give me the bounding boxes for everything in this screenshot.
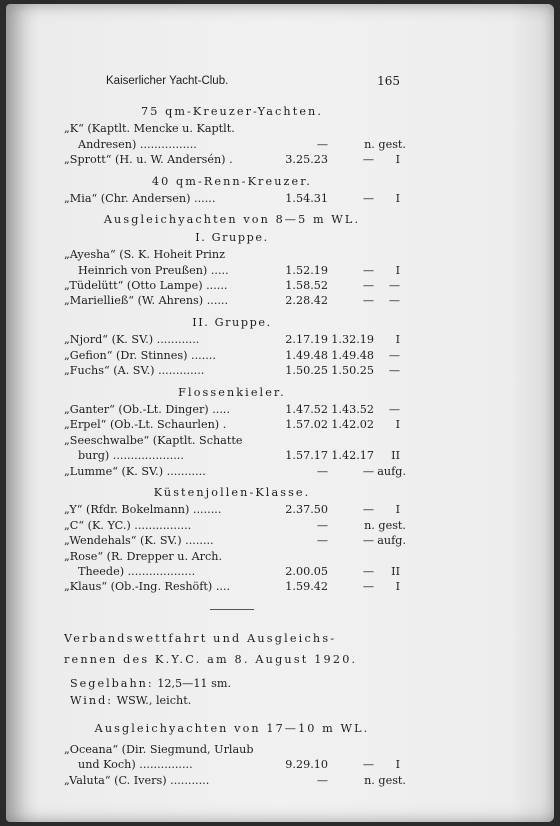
placing: I [395, 503, 400, 517]
entry-name: „Tüdelütt“ (Otto Lampe) ...... [64, 279, 228, 293]
section-heading: Küstenjollen-Klasse. [153, 485, 311, 499]
elapsed-time: — [316, 464, 328, 478]
entry-name-continued: burg) .................... [78, 449, 184, 463]
group-heading: II. Gruppe. [192, 315, 272, 329]
elapsed-time: 1.57.17 [285, 449, 328, 463]
elapsed-time: — [316, 773, 328, 787]
placing: — [388, 348, 400, 362]
result-entry [64, 518, 406, 533]
section-heading: Ausgleichyachten von 8—5 m WL. [103, 213, 361, 227]
result-entry [64, 278, 400, 293]
result-entry [64, 402, 400, 417]
placing: — [388, 364, 400, 378]
placing: I [395, 580, 400, 594]
corrected-time: — [362, 294, 374, 308]
result-entry [64, 152, 400, 167]
entry-name: „Ayesha“ (S. K. Hoheit Prinz [64, 248, 225, 262]
entry-name-continued: Andresen) ................ [78, 137, 197, 151]
placing: n. gest. [364, 137, 406, 151]
entry-name: „Fuchs“ (A. SV.) ............. [64, 364, 205, 378]
entry-name: „Gefion“ (Dr. Stinnes) ....... [64, 348, 216, 362]
entry-name: „Rose“ (R. Drepper u. Arch. [64, 549, 223, 563]
elapsed-time: 1.47.52 [285, 402, 328, 416]
placing: — [388, 294, 400, 308]
placing: I [395, 418, 400, 432]
course-label: Segelbahn: [70, 676, 154, 690]
corrected-time: — [362, 758, 374, 772]
result-entry [64, 363, 400, 378]
elapsed-time: 3.25.23 [285, 153, 328, 167]
race-title [64, 628, 400, 670]
page-header [64, 74, 400, 94]
corrected-time: — [362, 192, 374, 206]
result-entry [64, 742, 400, 773]
corrected-time: — [362, 580, 374, 594]
entry-name: „Sprott“ (H. u. W. Andersén) . [64, 153, 233, 167]
elapsed-time: 2.17.19 [285, 333, 328, 347]
race-title-line: rennen des K.Y.C. am 8. August 1920. [64, 652, 358, 666]
elapsed-time: 2.28.42 [285, 294, 328, 308]
entry-name: „Njord“ (K. SV.) ............ [64, 333, 200, 347]
elapsed-time: — [316, 137, 328, 151]
page-content [64, 74, 406, 788]
corrected-time: — [362, 503, 374, 517]
entry-name: „Lumme“ (K. SV.) ........... [64, 464, 206, 478]
section-heading: Flossenkieler. [178, 385, 286, 399]
course-value: 12,5—11 sm. [157, 676, 232, 690]
entry-name-continued: Heinrich von Preußen) ..... [78, 263, 229, 277]
placing: I [395, 263, 400, 277]
corrected-time: 1.49.48 [331, 348, 374, 362]
placing: I [395, 192, 400, 206]
wind-info [64, 693, 400, 708]
entry-name-continued: und Koch) ............... [78, 758, 193, 772]
elapsed-time: 2.00.05 [285, 564, 328, 578]
result-entry [64, 464, 406, 479]
result-entry [64, 293, 400, 308]
result-entry [64, 773, 406, 788]
section-divider [210, 609, 254, 610]
entry-name: „Y“ (Rfdr. Bokelmann) ........ [64, 503, 222, 517]
book-page [6, 4, 554, 822]
placing: n. gest. [364, 773, 406, 787]
corrected-time: — [362, 153, 374, 167]
entry-name: „Mia“ (Chr. Andersen) ...... [64, 192, 216, 206]
page-number: 165 [377, 74, 400, 88]
elapsed-time: 1.54.31 [285, 192, 328, 206]
placing: n. gest. [364, 518, 406, 532]
corrected-time: 1.42.02 [331, 418, 374, 432]
running-head: Kaiserlicher Yacht-Club. [106, 75, 229, 87]
elapsed-time: 9.29.10 [285, 758, 328, 772]
result-entry [64, 549, 400, 580]
corrected-time: — [362, 464, 374, 478]
placing: I [395, 333, 400, 347]
section-heading: Ausgleichyachten von 17—10 m WL. [94, 721, 370, 735]
corrected-time: 1.50.25 [331, 364, 374, 378]
elapsed-time: 2.37.50 [285, 503, 328, 517]
placing: aufg. [377, 534, 406, 548]
result-entry [64, 417, 400, 432]
entry-name: „Valuta“ (C. Ivers) ........... [64, 773, 210, 787]
wind-label: Wind: [70, 694, 114, 708]
entry-name: „Erpel“ (Ob.-Lt. Schaurlen) . [64, 418, 227, 432]
entry-name-continued: Theede) ................... [78, 564, 196, 578]
placing: II [391, 449, 400, 463]
result-entry [64, 348, 400, 363]
elapsed-time: — [316, 518, 328, 532]
elapsed-time: 1.58.52 [285, 279, 328, 293]
section-heading: 75 qm-Kreuzer-Yachten. [140, 105, 324, 118]
result-entry [64, 502, 400, 517]
entry-name: „Wendehals“ (K. SV.) ........ [64, 534, 214, 548]
entry-name: „C“ (K. YC.) ................ [64, 518, 192, 532]
corrected-time: 1.43.52 [331, 402, 374, 416]
entry-name: „Ganter“ (Ob.-Lt. Dinger) ..... [64, 402, 231, 416]
placing: — [388, 402, 400, 416]
corrected-time: — [362, 279, 374, 293]
entry-name: „Klaus“ (Ob.-Ing. Reshöft) .... [64, 580, 231, 594]
entry-name: „Marielließ“ (W. Ahrens) ...... [64, 294, 229, 308]
placing: aufg. [377, 464, 406, 478]
elapsed-time: 1.59.42 [285, 580, 328, 594]
result-entry [64, 191, 400, 206]
corrected-time: 1.42.17 [331, 449, 374, 463]
placing: I [395, 153, 400, 167]
corrected-time: — [362, 534, 374, 548]
elapsed-time: — [316, 534, 328, 548]
placing: — [388, 279, 400, 293]
corrected-time: — [362, 564, 374, 578]
elapsed-time: 1.52.19 [285, 263, 328, 277]
elapsed-time: 1.49.48 [285, 348, 328, 362]
group-heading: I. Gruppe. [195, 230, 269, 244]
section-heading: 40 qm-Renn-Kreuzer. [151, 174, 313, 188]
wind-value: WSW., leicht. [116, 694, 192, 708]
result-entry [64, 121, 406, 152]
elapsed-time: 1.50.25 [285, 364, 328, 378]
entry-name: „Oceana“ (Dir. Siegmund, Urlaub [64, 743, 254, 756]
race-title-line: Verbandswettfahrt und Ausgleichs- [64, 631, 337, 645]
result-entry [64, 247, 400, 278]
course-info [64, 676, 400, 691]
entry-name: „K“ (Kaptlt. Mencke u. Kaptlt. [64, 122, 235, 136]
placing: I [395, 758, 400, 772]
corrected-time: — [362, 263, 374, 277]
result-entry [64, 579, 400, 594]
elapsed-time: 1.57.02 [285, 418, 328, 432]
result-entry [64, 332, 400, 347]
entry-name: „Seeschwalbe“ (Kaptlt. Schatte [64, 433, 243, 447]
corrected-time: 1.32.19 [331, 333, 374, 347]
result-entry [64, 433, 400, 464]
placing: II [391, 564, 400, 578]
result-entry [64, 533, 406, 548]
